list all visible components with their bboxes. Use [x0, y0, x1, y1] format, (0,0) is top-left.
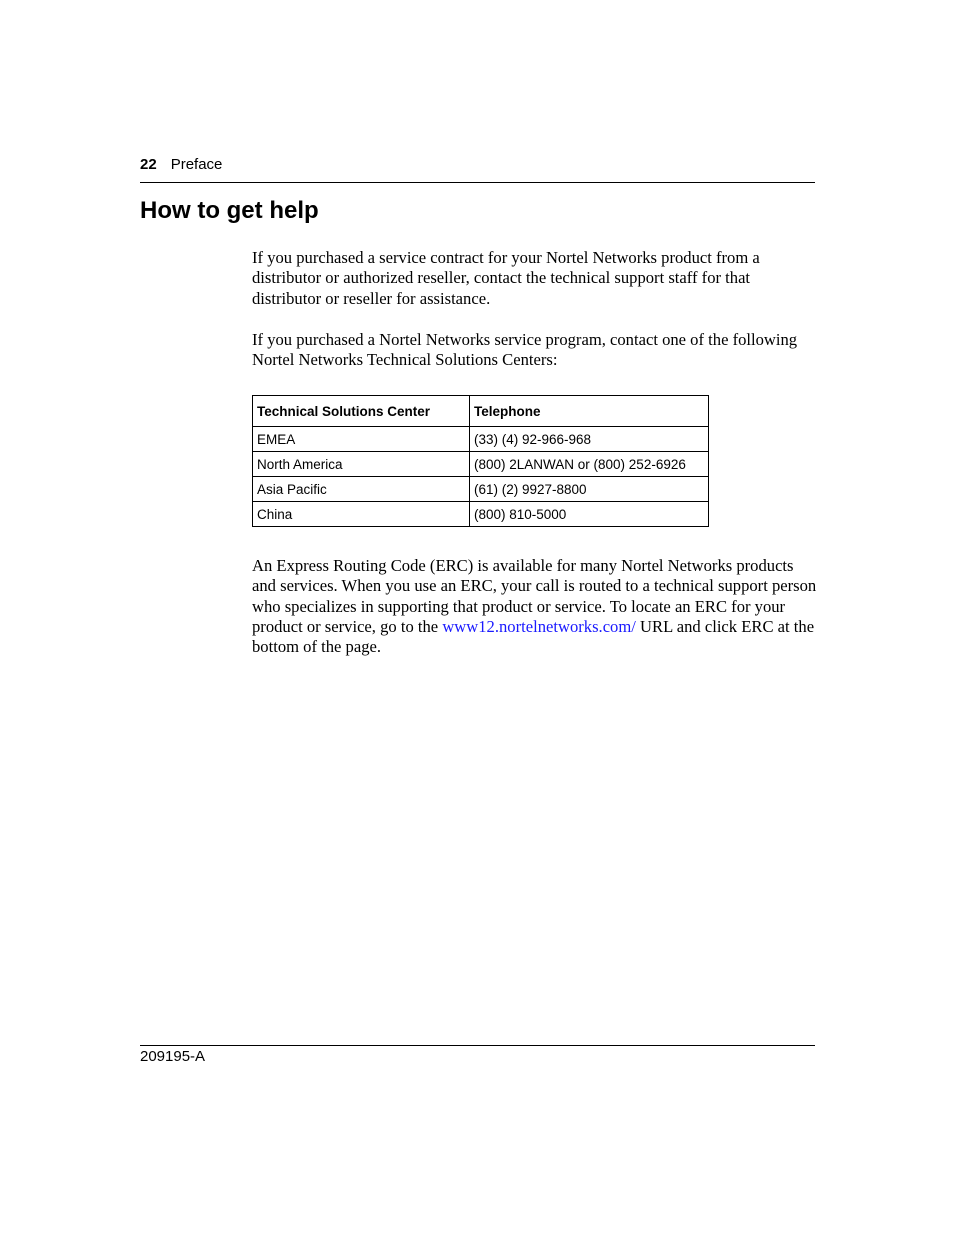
section-title: Preface	[170, 156, 223, 173]
center-name: China	[253, 502, 470, 527]
page-number: 22	[140, 156, 157, 173]
footer-rule	[140, 1045, 815, 1046]
table-row	[253, 502, 709, 527]
center-name: Asia Pacific	[253, 477, 470, 502]
table-row	[253, 477, 709, 502]
table-row	[253, 452, 709, 477]
column-header-telephone: Telephone	[470, 396, 709, 427]
erc-text-before-link: An Express Routing Code (ERC) is available for many Nortel Networks products and services. When you use an ERC, your call is routed to a technical support person who specializes in supporting that product or service. To locate an ERC for your product or service, go to the	[252, 556, 817, 636]
column-header-center: Technical Solutions Center	[253, 396, 470, 427]
page-title: How to get help	[140, 197, 319, 224]
center-name: EMEA	[253, 427, 470, 452]
table-row	[253, 427, 709, 452]
running-header	[140, 156, 222, 174]
center-telephone: (800) 810-5000	[470, 502, 709, 527]
paragraph-service-contract: If you purchased a service contract for your Nortel Networks product from a distributor or authorized reseller, contact the technical support staff for that distributor or reseller for assistance.	[252, 248, 760, 308]
solutions-centers-table	[252, 395, 709, 527]
center-name: North America	[253, 452, 470, 477]
center-telephone: (61) (2) 9927-8800	[470, 477, 709, 502]
paragraph-erc	[252, 556, 817, 657]
erc-text-after-link: URL and click ERC at the bottom of the page.	[252, 616, 815, 657]
center-telephone: (800) 2LANWAN or (800) 252-6926	[470, 452, 709, 477]
nortel-url-link[interactable]: www12.nortelnetworks.com/	[442, 616, 636, 636]
table-header-row	[253, 396, 709, 427]
header-rule	[140, 182, 815, 183]
center-telephone: (33) (4) 92-966-968	[470, 427, 709, 452]
document-number: 209195-A	[140, 1048, 206, 1065]
paragraph-service-program: If you purchased a Nortel Networks service program, contact one of the following Nortel Networks Technical Solutions Centers:	[252, 330, 798, 370]
